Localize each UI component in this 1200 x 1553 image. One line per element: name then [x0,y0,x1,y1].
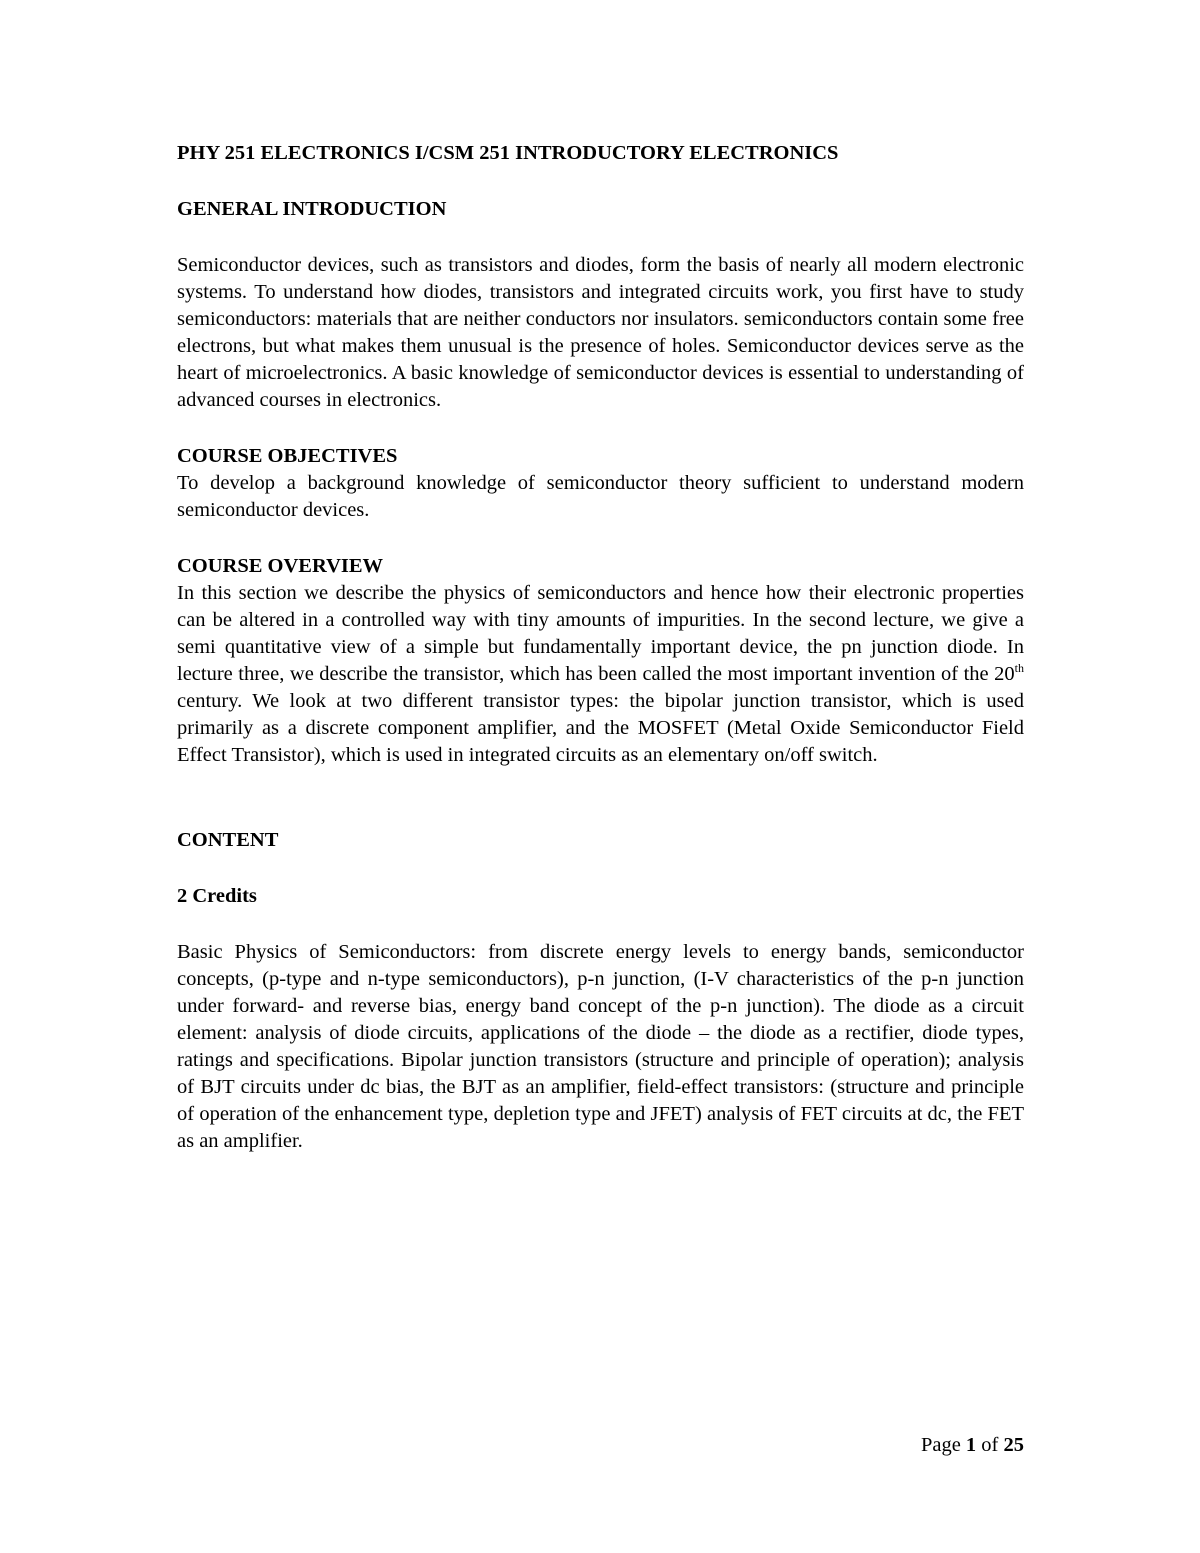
total-pages-number: 25 [1003,1434,1024,1456]
general-introduction-heading: GENERAL INTRODUCTION [177,198,447,220]
content-heading: CONTENT [177,829,279,851]
current-page-number: 1 [965,1434,977,1456]
content-paragraph: Basic Physics of Semiconductors: from discrete energy levels to energy bands, semiconductor concepts, (p-type and n-type semiconductors), p-n junction, (I-V characteristics of the p-n junction under forward- and reverse bias, energy band concept of the p-n junction). The diode as a circuit element: analysis of diode circuits, applications of the diode – the diode as a rectifier, diode types, ratings and specifications. Bipolar junction transistors (structure and principle of operation); analysis of BJT circuits under dc bias, the BJT as an amplifier, field-effect transistors: (structure and principle of operation of the enhancement type, depletion type and JFET) analysis of FET circuits at dc, the FET as an amplifier. [177,941,1024,1152]
page-label: Page [920,1434,961,1456]
course-overview-paragraph [177,580,1024,769]
course-overview-text-end: century. We look at two different transistor types: the bipolar junction transistor, which is used primarily as a discrete component amplifier, and the MOSFET (Metal Oxide Semiconductor Field Effect Transistor), which is used in integrated circuits as an elementary on/off switch. [177,690,1024,766]
document-title: PHY 251 ELECTRONICS I/CSM 251 INTRODUCTORY ELECTRONICS [177,142,839,164]
course-overview-heading: COURSE OVERVIEW [177,555,384,577]
of-label: of [981,1434,999,1456]
credits-heading: 2 Credits [177,885,257,907]
page-number-footer [921,1432,1024,1459]
course-overview-text-start: In this section we describe the physics of semiconductors and hence how their electronic properties can be altered in a controlled way with tiny amounts of impurities. In the second lecture, we give a semi quantitative view of a simple but fundamentally important device, the pn junction diode. In lecture three, we describe the transistor, which has been called the most important invention of the 20 [177,582,1024,685]
document-body [177,140,1024,1155]
course-objectives-paragraph: To develop a background knowledge of semiconductor theory sufficient to understand modern semiconductor devices. [177,472,1024,521]
general-introduction-paragraph: Semiconductor devices, such as transistors and diodes, form the basis of nearly all modern electronic systems. To understand how diodes, transistors and integrated circuits work, you first have to study semiconductors: materials that are neither conductors nor insulators. semiconductors contain some free electrons, but what makes them unusual is the presence of holes. Semiconductor devices serve as the heart of microelectronics. A basic knowledge of semiconductor devices is essential to understanding of advanced courses in electronics. [177,254,1024,411]
ordinal-superscript: th [1014,661,1024,676]
course-objectives-heading: COURSE OBJECTIVES [177,445,398,467]
